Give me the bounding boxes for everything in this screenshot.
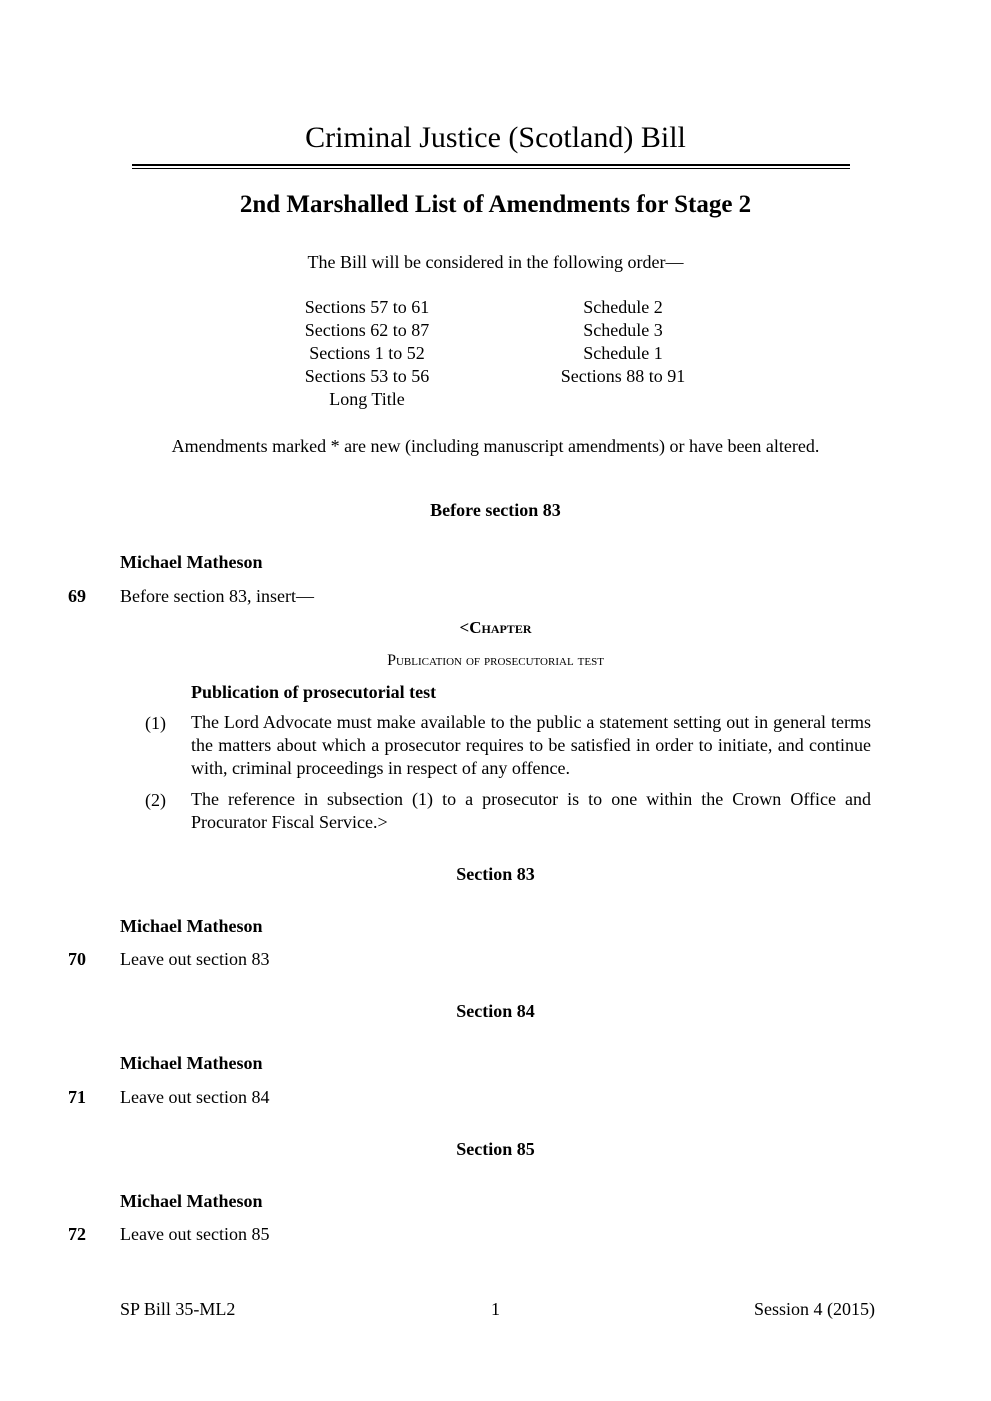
member-name: Michael Matheson <box>120 552 263 572</box>
subsection-text: The reference in subsection (1) to a prosecutor is to one within the Crown Office and Procurator Fiscal Service.> <box>191 789 871 832</box>
order-item: Schedule 2 <box>583 297 663 317</box>
chapter-label: <Chapter <box>459 618 532 637</box>
subsection-number: (2) <box>145 790 166 810</box>
member-name: Michael Matheson <box>120 1053 263 1073</box>
chapter-title: Publication of prosecutorial test <box>387 652 604 669</box>
order-item: Sections 62 to 87 <box>304 320 430 340</box>
order-left-column <box>267 296 467 411</box>
order-item: Sections 53 to 56 <box>304 366 430 386</box>
order-item: Schedule 3 <box>583 320 663 340</box>
section-heading: Section 83 <box>456 864 535 884</box>
order-item: Sections 88 to 91 <box>560 366 686 386</box>
amendment-note: Amendments marked * are new (including manuscript amendments) or have been altered. <box>171 436 820 456</box>
section-heading: Section 85 <box>456 1139 535 1159</box>
amendment-text: Leave out section 83 <box>120 949 270 969</box>
new-section-heading: Publication of prosecutorial test <box>191 682 437 702</box>
order-item: Long Title <box>329 389 405 409</box>
amendment-text: Before section 83, insert— <box>120 586 314 606</box>
footer-session: Session 4 (2015) <box>754 1299 875 1319</box>
footer-reference: SP Bill 35-ML2 <box>120 1299 236 1319</box>
page-number: 1 <box>491 1299 500 1319</box>
subsection-number: (1) <box>145 713 166 733</box>
title-rule-bottom <box>132 168 850 169</box>
section-heading: Before section 83 <box>430 500 561 520</box>
bill-title: Criminal Justice (Scotland) Bill <box>305 121 686 154</box>
amendment-number: 69 <box>68 586 86 606</box>
amendment-number: 71 <box>68 1087 86 1107</box>
list-title: 2nd Marshalled List of Amendments for Stage 2 <box>239 191 752 218</box>
order-right-column <box>523 296 723 388</box>
subsection-text: The Lord Advocate must make available to the public a statement setting out in general terms the matters about which a prosecutor requires to be satisfied in order to initiate, and continue with, criminal proceedings in respect of any offence. <box>191 712 871 778</box>
title-rule-top <box>132 164 850 166</box>
order-item: Sections 57 to 61 <box>304 297 430 317</box>
amendment-text: Leave out section 84 <box>120 1087 270 1107</box>
member-name: Michael Matheson <box>120 916 263 936</box>
section-heading: Section 84 <box>456 1001 535 1021</box>
order-item: Sections 1 to 52 <box>309 343 425 363</box>
order-intro: The Bill will be considered in the following order— <box>307 252 684 272</box>
member-name: Michael Matheson <box>120 1191 263 1211</box>
amendment-text: Leave out section 85 <box>120 1224 270 1244</box>
amendment-number: 70 <box>68 949 86 969</box>
amendment-number: 72 <box>68 1224 86 1244</box>
order-item: Schedule 1 <box>583 343 663 363</box>
